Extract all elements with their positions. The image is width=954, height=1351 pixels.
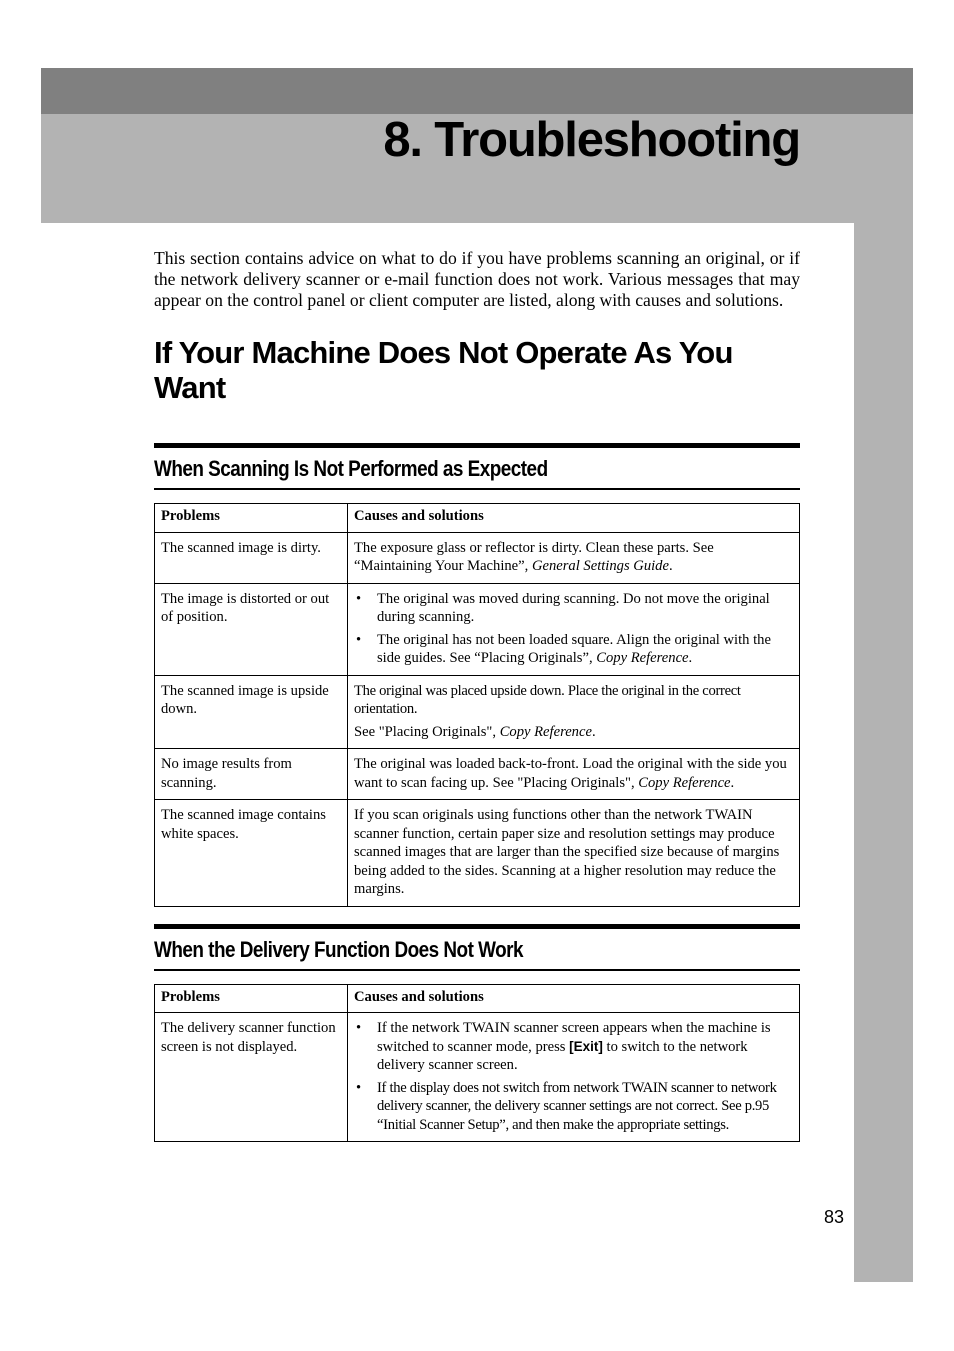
manual-reference: General Settings Guide [531,558,669,574]
cause-cell [348,675,800,749]
bullet-icon: • [356,631,362,648]
scanning-section-title: When Scanning Is Not Performed as Expected [154,456,548,481]
delivery-section-header [154,924,800,971]
problem-cell: The scanned image is dirty. [155,532,348,583]
problem-cell: No image results from scanning. [155,749,348,800]
cause-text: If the display does not switch from network TWAIN scanner to network delivery scanner, the delivery scanner settings are not correct. See p.95 “Initial Scanner Setup”, and then make the appropriate settings. [377,1079,777,1133]
cause-text: The exposure glass or reflector is dirty. Clean these parts. See “Maintaining Your Machine”, [354,539,714,574]
period: . [730,774,735,791]
delivery-section-title: When the Delivery Function Does Not Work [154,936,524,962]
cause-text: The original was placed upside down. Place the original in the correct orientation. [354,682,741,717]
period: . [688,650,693,666]
table-row [155,532,800,583]
chapter-title: 8. Troubleshooting [383,113,800,167]
intro-paragraph: This section contains advice on what to do if you have problems scanning an original, or if the network delivery scanner or e-mail function does not work. Various messages that may appear on the control panel or client computer are listed, along with causes and solutions. [154,248,800,310]
column-header-causes: Causes and solutions [348,984,800,1013]
table-row [155,749,800,800]
cause-cell [348,583,800,675]
table-header-row [155,984,800,1013]
exit-key-label: [Exit] [569,1038,603,1054]
chapter-band-top [41,68,913,114]
list-item [354,590,793,627]
column-header-problems: Problems [155,504,348,533]
list-item [354,631,793,668]
cause-list [354,1019,793,1134]
period: . [591,723,596,740]
bullet-icon: • [356,590,362,607]
cause-list [354,590,793,668]
table-row [155,583,800,675]
list-item [354,1079,793,1135]
delivery-table [154,984,800,1143]
page-number: 83 [824,1207,845,1227]
cause-cell [348,1013,800,1142]
cause-cell [348,532,800,583]
column-header-causes: Causes and solutions [348,504,800,533]
bullet-icon: • [356,1020,362,1036]
cause-see-text [354,723,793,742]
cause-text: The original was moved during scanning. Do not move the original during scanning. [377,590,770,625]
cause-text: to switch to the network delivery scanner screen. [377,1038,748,1073]
cause-text: The original has not been loaded square. Align the original with the side guides. See “Placing Originals”, [377,631,771,666]
problem-cell: The scanned image contains white spaces. [155,800,348,907]
table-row [155,800,800,907]
manual-reference: Copy Reference [499,723,592,740]
cause-cell [348,749,800,800]
scanning-section-header [154,443,800,490]
table-row [155,675,800,749]
scanning-table [154,503,800,907]
see-text: See "Placing Originals", [354,723,497,740]
problem-cell: The delivery scanner function screen is not displayed. [155,1013,348,1142]
list-item [354,1019,793,1075]
manual-reference: Copy Reference [596,650,689,666]
problem-cell: The image is distorted or out of position. [155,583,348,675]
manual-reference: Copy Reference [638,774,731,791]
column-header-problems: Problems [155,984,348,1013]
problem-cell: The scanned image is upside down. [155,675,348,749]
table-row [155,1013,800,1142]
page-content [154,248,800,1142]
bullet-icon: • [356,1079,362,1096]
table-header-row [155,504,800,533]
cause-text: If the network TWAIN scanner screen appears when the machine is switched to scanner mode, press [377,1020,771,1055]
cause-cell: If you scan originals using functions other than the network TWAIN scanner function, certain paper size and resolution settings may produce scanned images that are larger than the specified size because of margins being added to the sides. Scanning at a higher resolution may reduce the margins. [348,800,800,907]
period: . [668,558,673,574]
section-heading: If Your Machine Does Not Operate As You Want [154,335,733,405]
page-side-tab [854,223,913,1282]
cause-text: The original was loaded back-to-front. Load the original with the side you want to scan facing up. See "Placing Originals", [354,756,787,791]
